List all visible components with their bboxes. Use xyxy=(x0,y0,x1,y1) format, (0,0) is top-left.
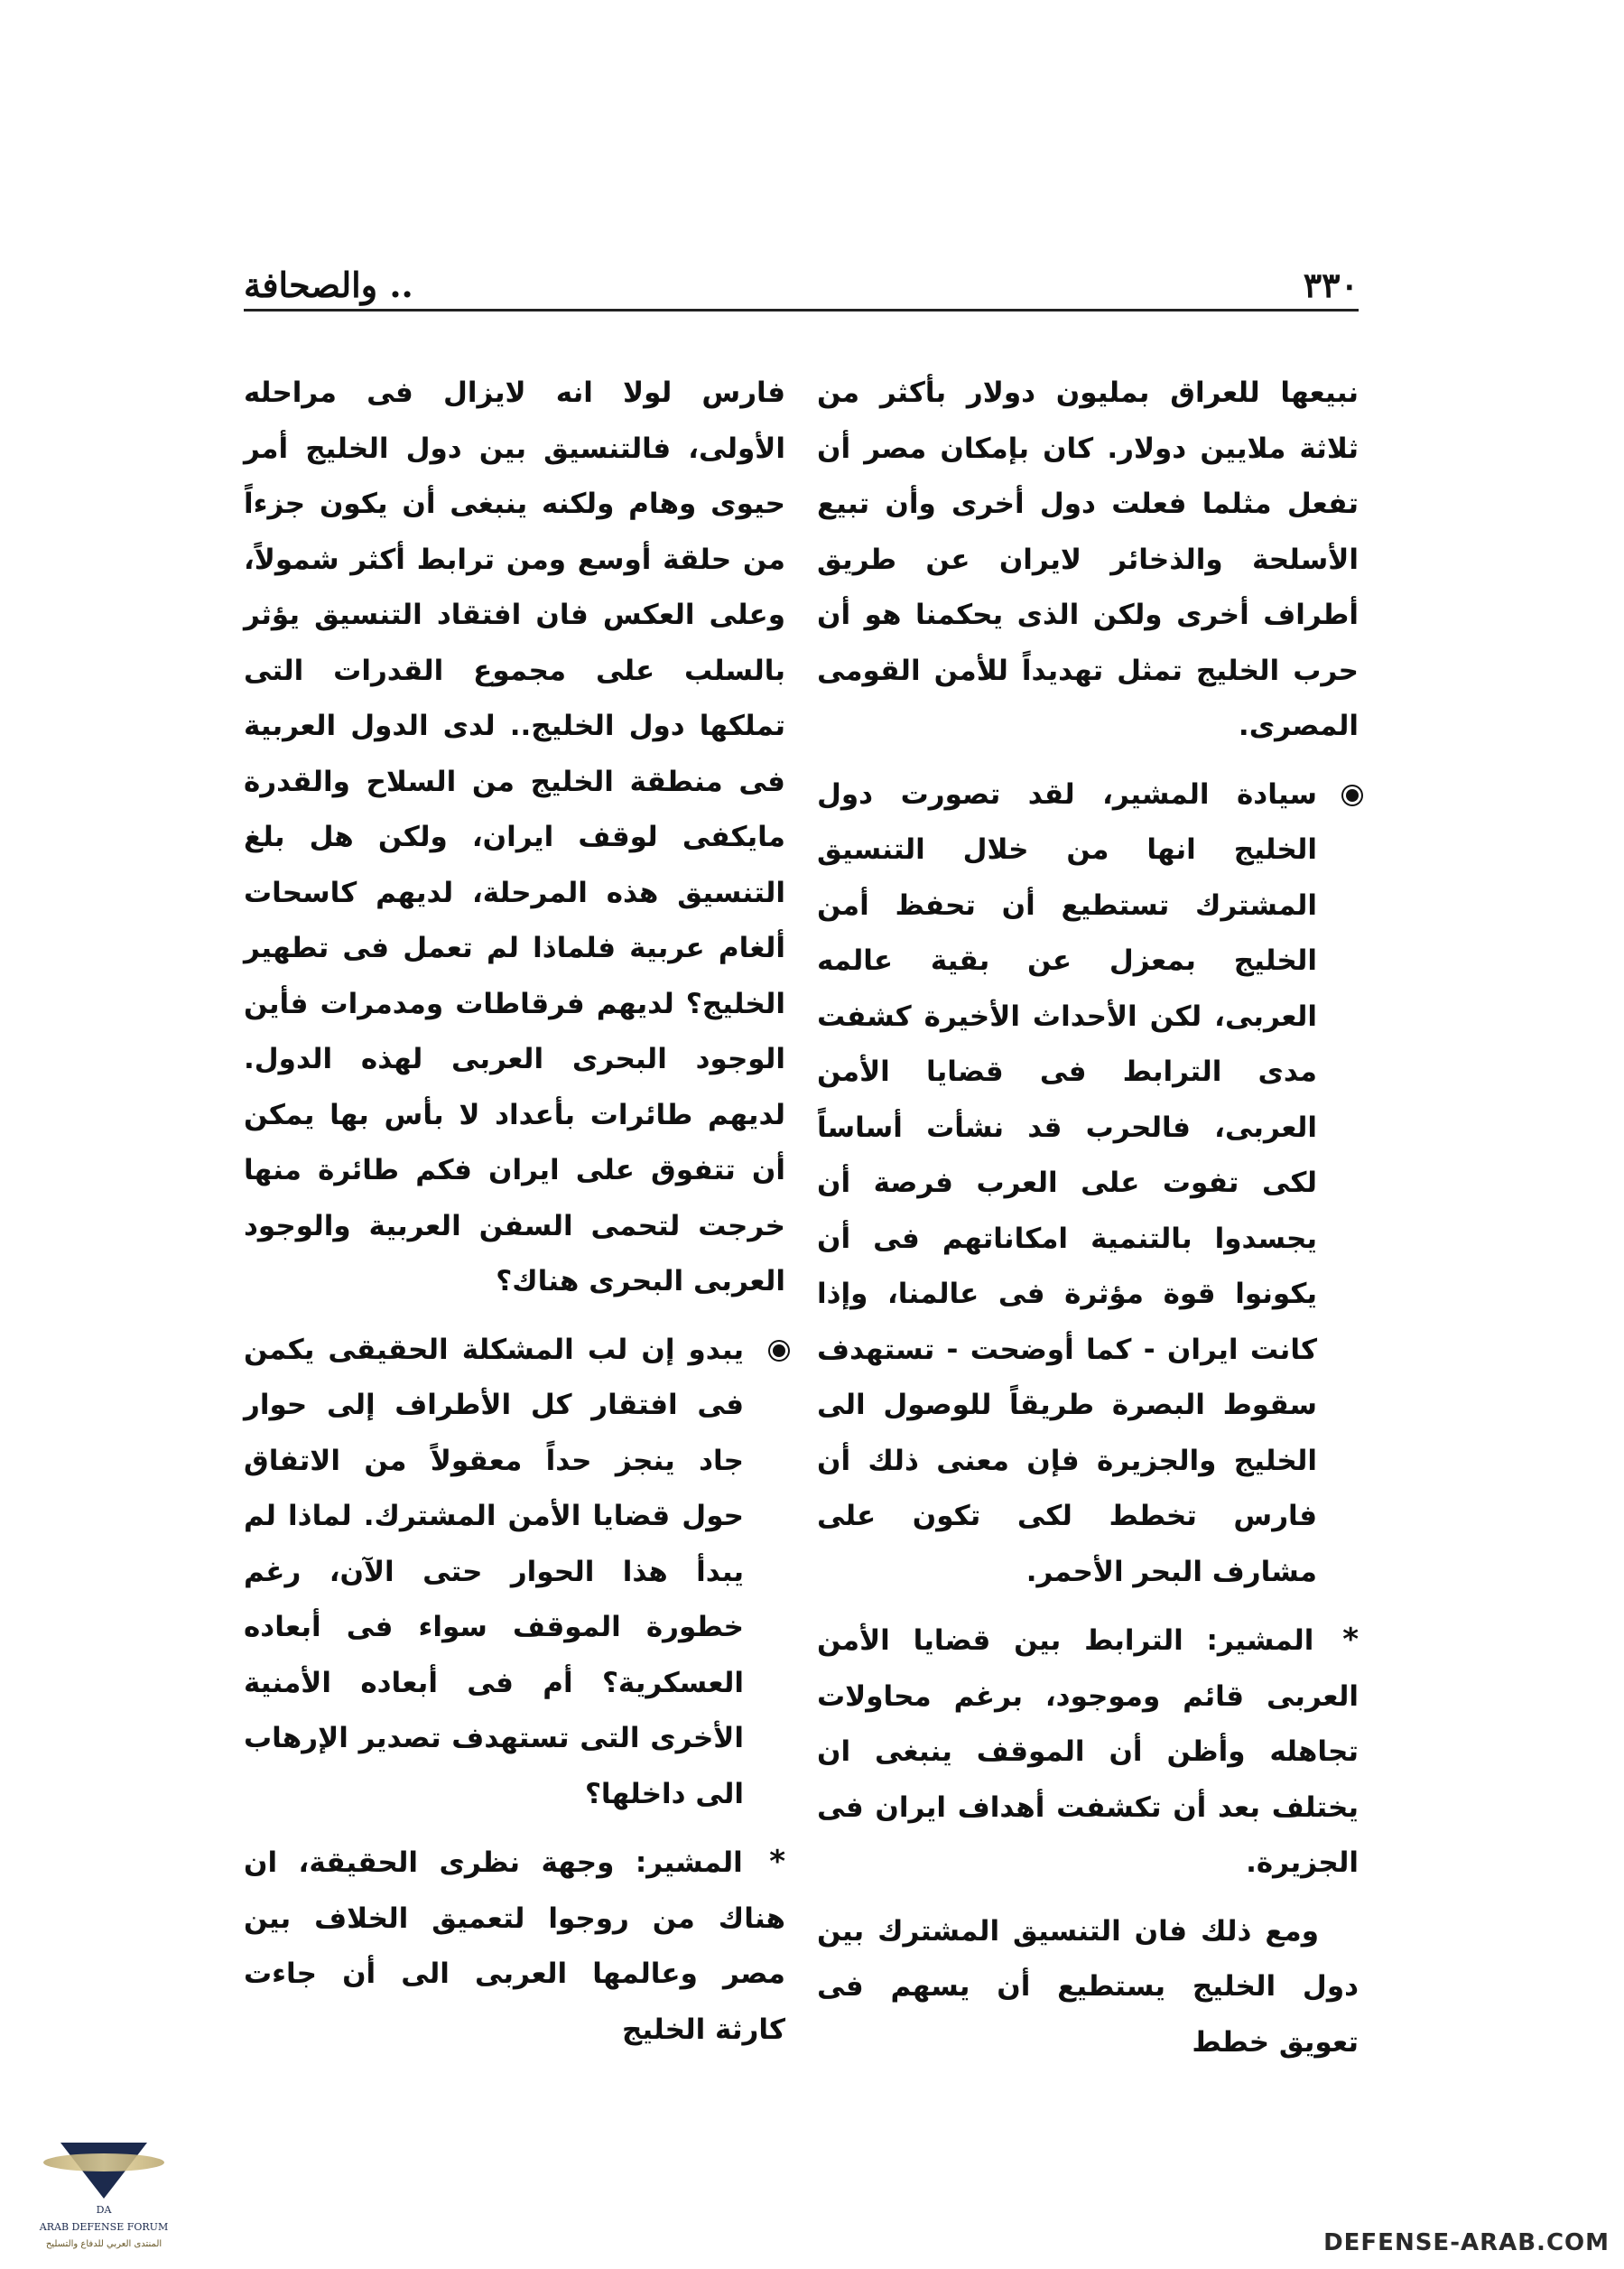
answer-paragraph-1 xyxy=(817,1613,1359,1892)
paragraph-3 xyxy=(244,366,785,1310)
paragraph-text: نبيعها للعراق بمليون دولار بأكثر من ثلاثة ملايين دولار. كان بإمكان مصر أن تفعل مثلما فعلت دول أخرى وأن تبيع الأسلحة والذخائر لايران عن طريق أطراف أخرى ولكن الذى يحكمنا هو أن حرب الخليج تمثل تهديداً للأمن القومى المصرى. xyxy=(817,377,1359,742)
question-text: سيادة المشير، لقد تصورت دول الخليج انها من خلال التنسيق المشترك تستطيع أن تحفظ أمن الخليج بمعزل عن بقية عالمه العربى، لكن الأحداث الأخيرة كشفت مدى الترابط فى قضايا الأمن العربى، فالحرب قد نشأت أساساً لكى تفوت على العرب فرصة أن يجسدوا بالتنمية امكاناتهم فى أن يكونوا قوة مؤثرة فى عالمنا، وإذا كانت ايران - كما أوضحت - تستهدف سقوط البصرة طريقاً للوصول الى الخليج والجزيرة فإن معنى ذلك أن فارس تخطط لكى تكون على مشارف البحر الأحمر. xyxy=(817,777,1317,1588)
paragraph-1 xyxy=(817,366,1359,755)
asterisk-icon: * xyxy=(769,1844,785,1880)
answer-text: المشير: وجهة نظرى الحقيقة، ان هناك من روجوا لتعميق الخلاف بين مصر وعالمها العربى الى أن جاءت كارثة الخليج xyxy=(244,1846,785,2046)
site-watermark: DEFENSE-ARAB.COM xyxy=(1323,2229,1610,2256)
question-text: يبدو إن لب المشكلة الحقيقى يكمن فى افتقار كل الأطراف إلى حوار جاد ينجز حداً معقولاً من الاتفاق حول قضايا الأمن المشترك. لماذا لم يبدأ هذا الحوار حتى الآن، رغم خطورة الموقف سواء فى أبعاده العسكرية؟ أم فى أبعاده الأمنية الأخرى التى تستهدف تصدير الإرهاب الى داخلها؟ xyxy=(244,1333,744,1810)
logo-name-ar: المنتدى العربي للدفاع والتسليح xyxy=(45,2239,162,2249)
answer-text: المشير: الترابط بين قضايا الأمن العربى قائم وموجود، برغم محاولات تجاهله وأظن أن الموقف ينبغى ان يختلف بعد أن تكشفت أهداف ايران فى الجزيرة. xyxy=(817,1624,1359,1879)
bullet-icon xyxy=(1346,789,1359,802)
logo-name-en: ARAB DEFENSE FORUM xyxy=(39,2221,169,2233)
wings-icon xyxy=(43,2153,164,2171)
left-column xyxy=(244,366,785,2070)
question-paragraph-1 xyxy=(817,767,1359,1601)
question-paragraph-2 xyxy=(244,1323,785,1823)
page-header xyxy=(244,258,1359,312)
running-title: .. والصحافة xyxy=(244,265,413,305)
paragraph-text: فارس لولا انه لايزال فى مراحله الأولى، فالتنسيق بين دول الخليج أمر حيوى وهام ولكنه ينبغى أن يكون جزءاً من حلقة أوسع ومن ترابط أكثر شمولاً، وعلى العكس فان افتقاد التنسيق يؤثر بالسلب على مجموع القدرات التى تملكها دول الخليج.. لدى الدول العربية فى منطقة الخليج من السلاح والقدرة مايكفى لوقف ايران، ولكن هل بلغ التنسيق هذه المرحلة، لديهم كاسحات ألغام عربية فلماذا لم تعمل فى تطهير الخليج؟ لديهم فرقاطات ومدمرات فأين الوجود البحرى العربى لهذه الدول. لديهم طائرات بأعداد لا بأس بها يمكن أن تتفوق على ايران فكم طائرة منها خرجت لتحمى السفن العربية والوجود العربى البحرى هناك؟ xyxy=(244,377,785,1297)
answer-paragraph-2 xyxy=(244,1835,785,2058)
page-number: ٣٣٠ xyxy=(1303,265,1359,305)
paragraph-text: ومع ذلك فان التنسيق المشترك بين دول الخليج يستطيع أن يسهم فى تعويق خطط xyxy=(817,1914,1359,2059)
logo-abbr: DA xyxy=(96,2204,112,2216)
right-column xyxy=(817,366,1359,2083)
asterisk-icon: * xyxy=(1342,1622,1359,1658)
paragraph-2 xyxy=(817,1904,1359,2071)
bullet-icon xyxy=(773,1344,785,1357)
forum-logo xyxy=(27,2143,181,2249)
